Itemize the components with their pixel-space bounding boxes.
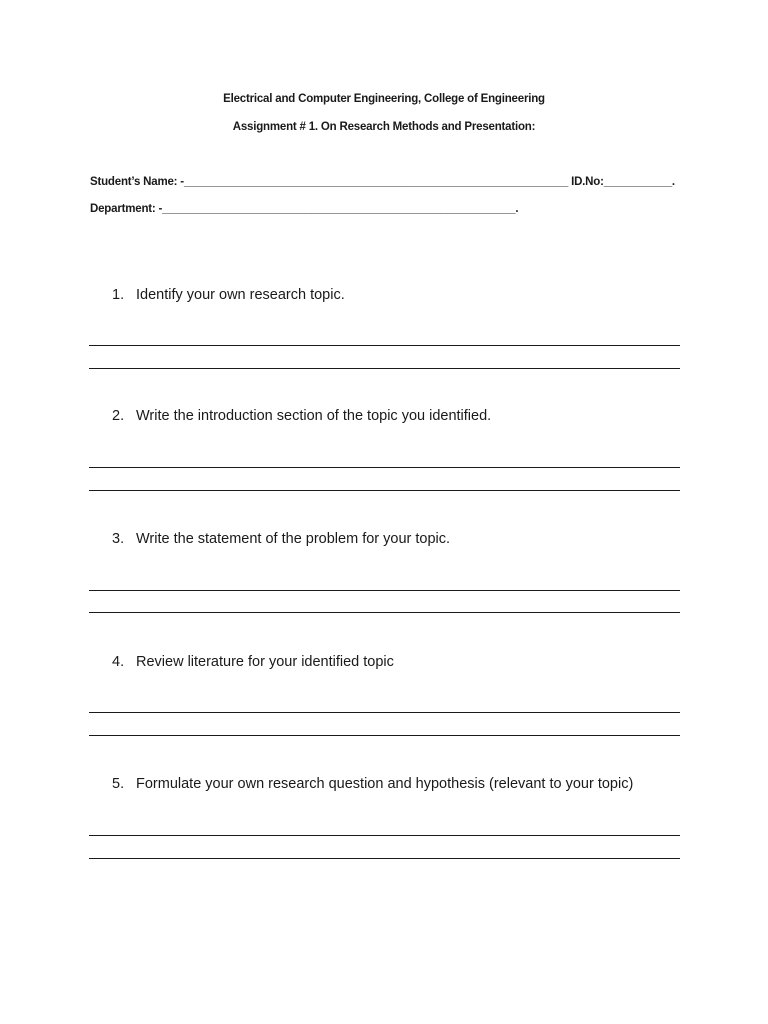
answer-line bbox=[89, 835, 680, 836]
question-item bbox=[112, 531, 450, 547]
answer-line bbox=[89, 467, 680, 468]
student-info-row bbox=[90, 176, 675, 188]
question-item bbox=[112, 776, 633, 792]
question-item bbox=[112, 408, 491, 424]
institution-heading: Electrical and Computer Engineering, College of Engineering bbox=[223, 93, 545, 105]
id-label: ID.No: bbox=[571, 176, 604, 188]
question-item bbox=[112, 287, 345, 303]
student-name-label: Student’s Name: - bbox=[90, 176, 184, 188]
assignment-title: Assignment # 1. On Research Methods and Presentation: bbox=[232, 121, 536, 133]
question-number: 4. bbox=[112, 654, 125, 670]
answer-line bbox=[89, 712, 680, 713]
answer-line bbox=[89, 612, 680, 613]
department-row bbox=[90, 203, 518, 215]
question-text: Write the statement of the problem for your topic. bbox=[136, 531, 451, 547]
question-number: 1. bbox=[112, 287, 125, 303]
student-name-blank: ______________________________________________________________ bbox=[183, 176, 569, 188]
answer-line bbox=[89, 368, 680, 369]
department-label: Department: - bbox=[90, 203, 163, 215]
department-blank: _________________________________________________________. bbox=[162, 203, 519, 215]
question-text: Review literature for your identified topic bbox=[136, 654, 394, 670]
question-item bbox=[112, 654, 394, 670]
answer-line bbox=[89, 590, 680, 591]
question-text: Formulate your own research question and hypothesis (relevant to your topic) bbox=[136, 776, 634, 792]
answer-line bbox=[89, 345, 680, 346]
answer-line bbox=[89, 858, 680, 859]
answer-line bbox=[89, 490, 680, 491]
question-number: 3. bbox=[112, 531, 125, 547]
id-blank: ___________. bbox=[603, 176, 675, 188]
answer-line bbox=[89, 735, 680, 736]
question-number: 2. bbox=[112, 408, 125, 424]
question-number: 5. bbox=[112, 776, 125, 792]
question-text: Write the introduction section of the topic you identified. bbox=[136, 408, 492, 424]
question-text: Identify your own research topic. bbox=[136, 287, 345, 303]
